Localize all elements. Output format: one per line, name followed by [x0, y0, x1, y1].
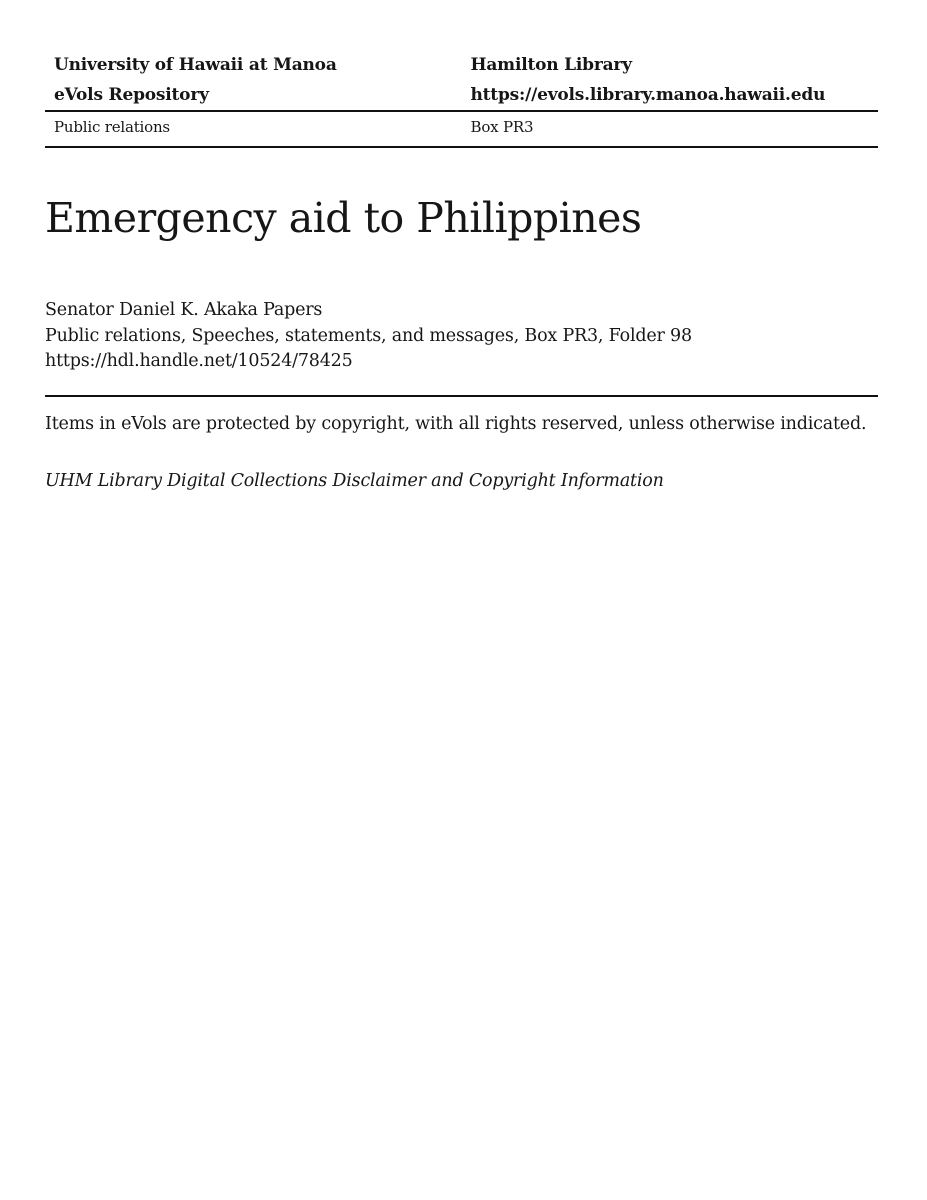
header-row-institution: [45, 50, 878, 112]
citation-series-location: Public relations, Speeches, statements, and messages, Box PR3, Folder 98: [45, 325, 692, 346]
repository-url-link[interactable]: https://evols.library.manoa.hawaii.edu: [470, 85, 826, 105]
institution-name: University of Hawaii at Manoa: [54, 55, 337, 75]
library-name: Hamilton Library: [470, 55, 632, 75]
citation-block: [45, 298, 878, 375]
collection-name: Public relations: [54, 118, 170, 136]
repository-header: [45, 50, 878, 148]
footer-divider-rule: [45, 395, 878, 397]
citation-collection-title: Senator Daniel K. Akaka Papers: [45, 300, 323, 320]
copyright-notice: Items in eVols are protected by copyright, with all rights reserved, unless otherwise indicated.: [45, 414, 867, 435]
header-row-collection: [45, 112, 878, 148]
document-title: Emergency aid to Philippines: [45, 194, 642, 242]
repository-name: eVols Repository: [54, 85, 209, 105]
disclaimer-copyright-link[interactable]: UHM Library Digital Collections Disclaimer and Copyright Information: [45, 471, 664, 492]
header-right-cell: [462, 50, 879, 110]
box-label: Box PR3: [470, 118, 534, 136]
header-left-cell: [45, 50, 462, 110]
handle-url-link[interactable]: https://hdl.handle.net/10524/78425: [45, 351, 353, 372]
page-content: [45, 0, 878, 493]
